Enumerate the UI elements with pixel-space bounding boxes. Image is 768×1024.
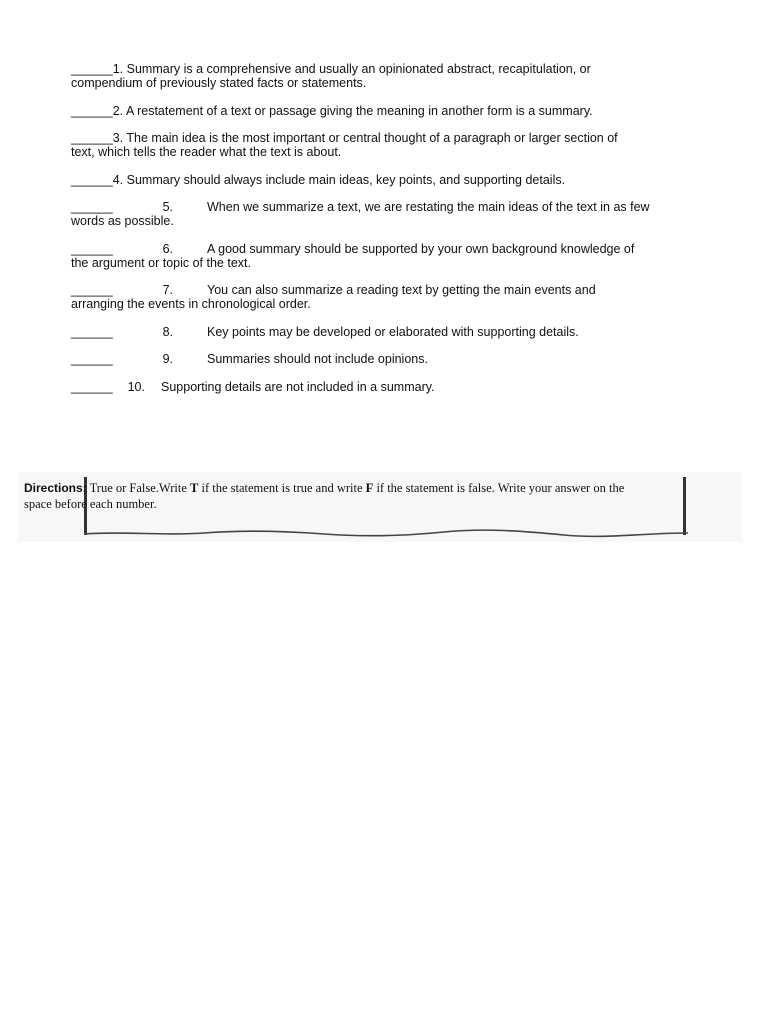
statement-text: Supporting details are not included in a summary. xyxy=(161,380,435,394)
item-number: 8. xyxy=(162,325,173,339)
item-number: 4. xyxy=(112,173,124,187)
answer-blank[interactable]: ______ xyxy=(71,325,113,339)
item-number: 5. xyxy=(162,200,173,214)
statement-4 xyxy=(71,173,711,187)
answer-blank[interactable]: ______ xyxy=(71,242,113,256)
statement-2 xyxy=(71,104,711,118)
item-number: 9. xyxy=(162,352,173,366)
answer-blank[interactable]: ______ xyxy=(71,380,113,394)
statement-3-continued: text, which tells the reader what the text is about. xyxy=(71,145,342,159)
statement-text: You can also summarize a reading text by getting the main events and xyxy=(207,283,596,297)
statement-6-continued: the argument or topic of the text. xyxy=(71,256,251,270)
directions-intro: True or False.Write xyxy=(89,481,187,495)
directions-label: Directions: xyxy=(24,481,87,495)
statement-text: The main idea is the most important or central thought of a paragraph or larger section of xyxy=(126,131,618,145)
statement-text: Key points may be developed or elaborated with supporting details. xyxy=(207,325,579,339)
directions-text xyxy=(24,480,724,512)
directions-frame-bottom-border xyxy=(84,528,688,538)
statement-text: A restatement of a text or passage giving the meaning in another form is a summary. xyxy=(125,104,593,118)
answer-blank[interactable]: ______ xyxy=(71,352,113,366)
answer-blank[interactable]: ______ xyxy=(71,131,113,145)
statement-text: Summary is a comprehensive and usually an opinionated abstract, recapitulation, or xyxy=(126,62,591,76)
item-number: 6. xyxy=(162,242,173,256)
statement-3 xyxy=(71,131,711,145)
statement-text: Summaries should not include opinions. xyxy=(207,352,428,366)
statement-text: Summary should always include main ideas, key points, and supporting details. xyxy=(126,173,566,187)
directions-line2: space before each number. xyxy=(24,497,157,511)
answer-blank[interactable]: ______ xyxy=(71,200,113,214)
item-number: 2. xyxy=(112,104,124,118)
directions-mid: if the statement is true and write xyxy=(201,481,363,495)
false-letter: F xyxy=(365,481,374,495)
answer-blank[interactable]: ______ xyxy=(71,104,113,118)
statement-text: When we summarize a text, we are restating the main ideas of the text in as few xyxy=(207,200,650,214)
true-letter: T xyxy=(190,481,199,495)
statement-5-continued: words as possible. xyxy=(71,214,174,228)
statement-text: A good summary should be supported by your own background knowledge of xyxy=(207,242,635,256)
item-number: 1. xyxy=(112,62,124,76)
statement-7-continued: arranging the events in chronological order. xyxy=(71,297,311,311)
answer-blank[interactable]: ______ xyxy=(71,283,113,297)
answer-blank[interactable]: ______ xyxy=(71,62,113,76)
item-number: 3. xyxy=(112,131,124,145)
statement-1-continued: compendium of previously stated facts or statements. xyxy=(71,76,367,90)
item-number: 7. xyxy=(162,283,173,297)
statement-1 xyxy=(71,62,711,76)
item-number: 10. xyxy=(127,380,145,394)
answer-blank[interactable]: ______ xyxy=(71,173,113,187)
directions-end: if the statement is false. Write your answer on the xyxy=(376,481,625,495)
